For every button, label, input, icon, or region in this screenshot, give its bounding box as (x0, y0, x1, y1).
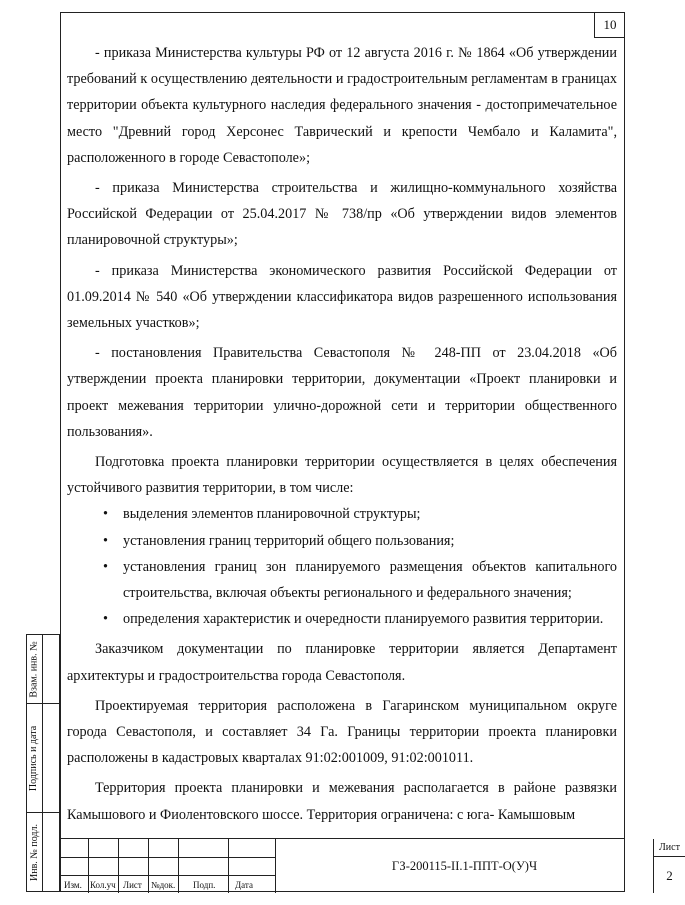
bullet-icon: • (103, 532, 108, 549)
paragraph: - постановления Правительства Севастополя № 248-ПП от 23.04.2018 «Об утверждении проекта планировки территории, документации «Проект планировки и проект межевания территории улично-дорожной сети и территории общественного пользования». (67, 345, 617, 440)
bullet-icon: • (103, 506, 108, 523)
list-item (67, 554, 617, 606)
stamp-vzam (26, 634, 60, 704)
paragraph: Подготовка проекта планировки территории осуществляется в целях обеспечения устойчивого развития территории, в том числе: (67, 454, 617, 497)
sheet-box (653, 839, 685, 893)
list-item-text: выделения элементов планировочной структуры; (123, 506, 421, 523)
paragraph: Территория проекта планировки и межевания располагается в районе развязки Камышового и Фиолентовского шоссе. Территория ограничена: с юга- Камышовым (67, 780, 617, 823)
document-body (67, 40, 617, 828)
stamp-podpis (26, 703, 60, 813)
bullet-icon: • (103, 611, 108, 628)
bullet-icon: • (103, 558, 108, 575)
col-ndok: №док. (151, 880, 176, 890)
col-podp: Подп. (193, 880, 216, 890)
stamp-podpis-label: Подпись и дата (28, 725, 40, 791)
paragraph: - приказа Министерства культуры РФ от 12 августа 2016 г. № 1864 «Об утверждении требований к осуществлению деятельности и градостроительным регламентам в границах территории объекта культурного наследия федерального значения - достопримечательное место "Древний город Херсонес Таврический и крепости Чембало и Каламита", расположенного в городе Севастополе»; (67, 45, 617, 166)
list-item (67, 606, 617, 632)
list-item-text: установления границ зон планируемого размещения объектов капитального строительства, включая объекты регионального и федерального значения; (123, 558, 617, 602)
revision-grid (60, 839, 275, 893)
col-list: Лист (123, 880, 142, 890)
list-item (67, 501, 617, 527)
stamp-inv (26, 812, 60, 892)
sheet-number: 2 (666, 868, 673, 883)
sheet-label: Лист (654, 839, 685, 857)
stamp-vzam-label: Взам. инв. № (28, 640, 40, 698)
title-block (60, 838, 680, 892)
page-number-top: 10 (594, 12, 625, 38)
col-data: Дата (235, 880, 253, 890)
stamp-inv-label: Инв. № подл. (28, 823, 40, 881)
bullet-list (67, 501, 617, 632)
paragraph: - приказа Министерства строительства и жилищно-коммунального хозяйства Российской Федерации от 25.04.2017 № 738/пр «Об утверждении видов элементов планировочной структуры»; (67, 180, 617, 249)
list-item (67, 528, 617, 554)
paragraph: - приказа Министерства экономического развития Российской Федерации от 01.09.2014 № 540 «Об утверждении классификатора видов разрешенного использования земельных участков»; (67, 262, 617, 332)
paragraph: Заказчиком документации по планировке территории является Департамент архитектуры и градостроительства города Севастополя. (67, 641, 617, 684)
document-code: ГЗ-200115-II.1-ППТ-О(У)Ч (275, 839, 653, 893)
col-koluch: Кол.уч (90, 880, 116, 890)
col-izm: Изм. (64, 880, 82, 890)
list-item-text: определения характеристик и очередности планируемого развития территории. (123, 611, 604, 628)
paragraph: Проектируемая территория расположена в Гагаринском муниципальном округе города Севастополя, и составляет 34 Га. Границы территории проекта планировки расположены в кадастровых кварталах 91:02:001009, 91:02:001011. (67, 697, 617, 767)
list-item-text: установления границ территорий общего пользования; (123, 532, 455, 549)
